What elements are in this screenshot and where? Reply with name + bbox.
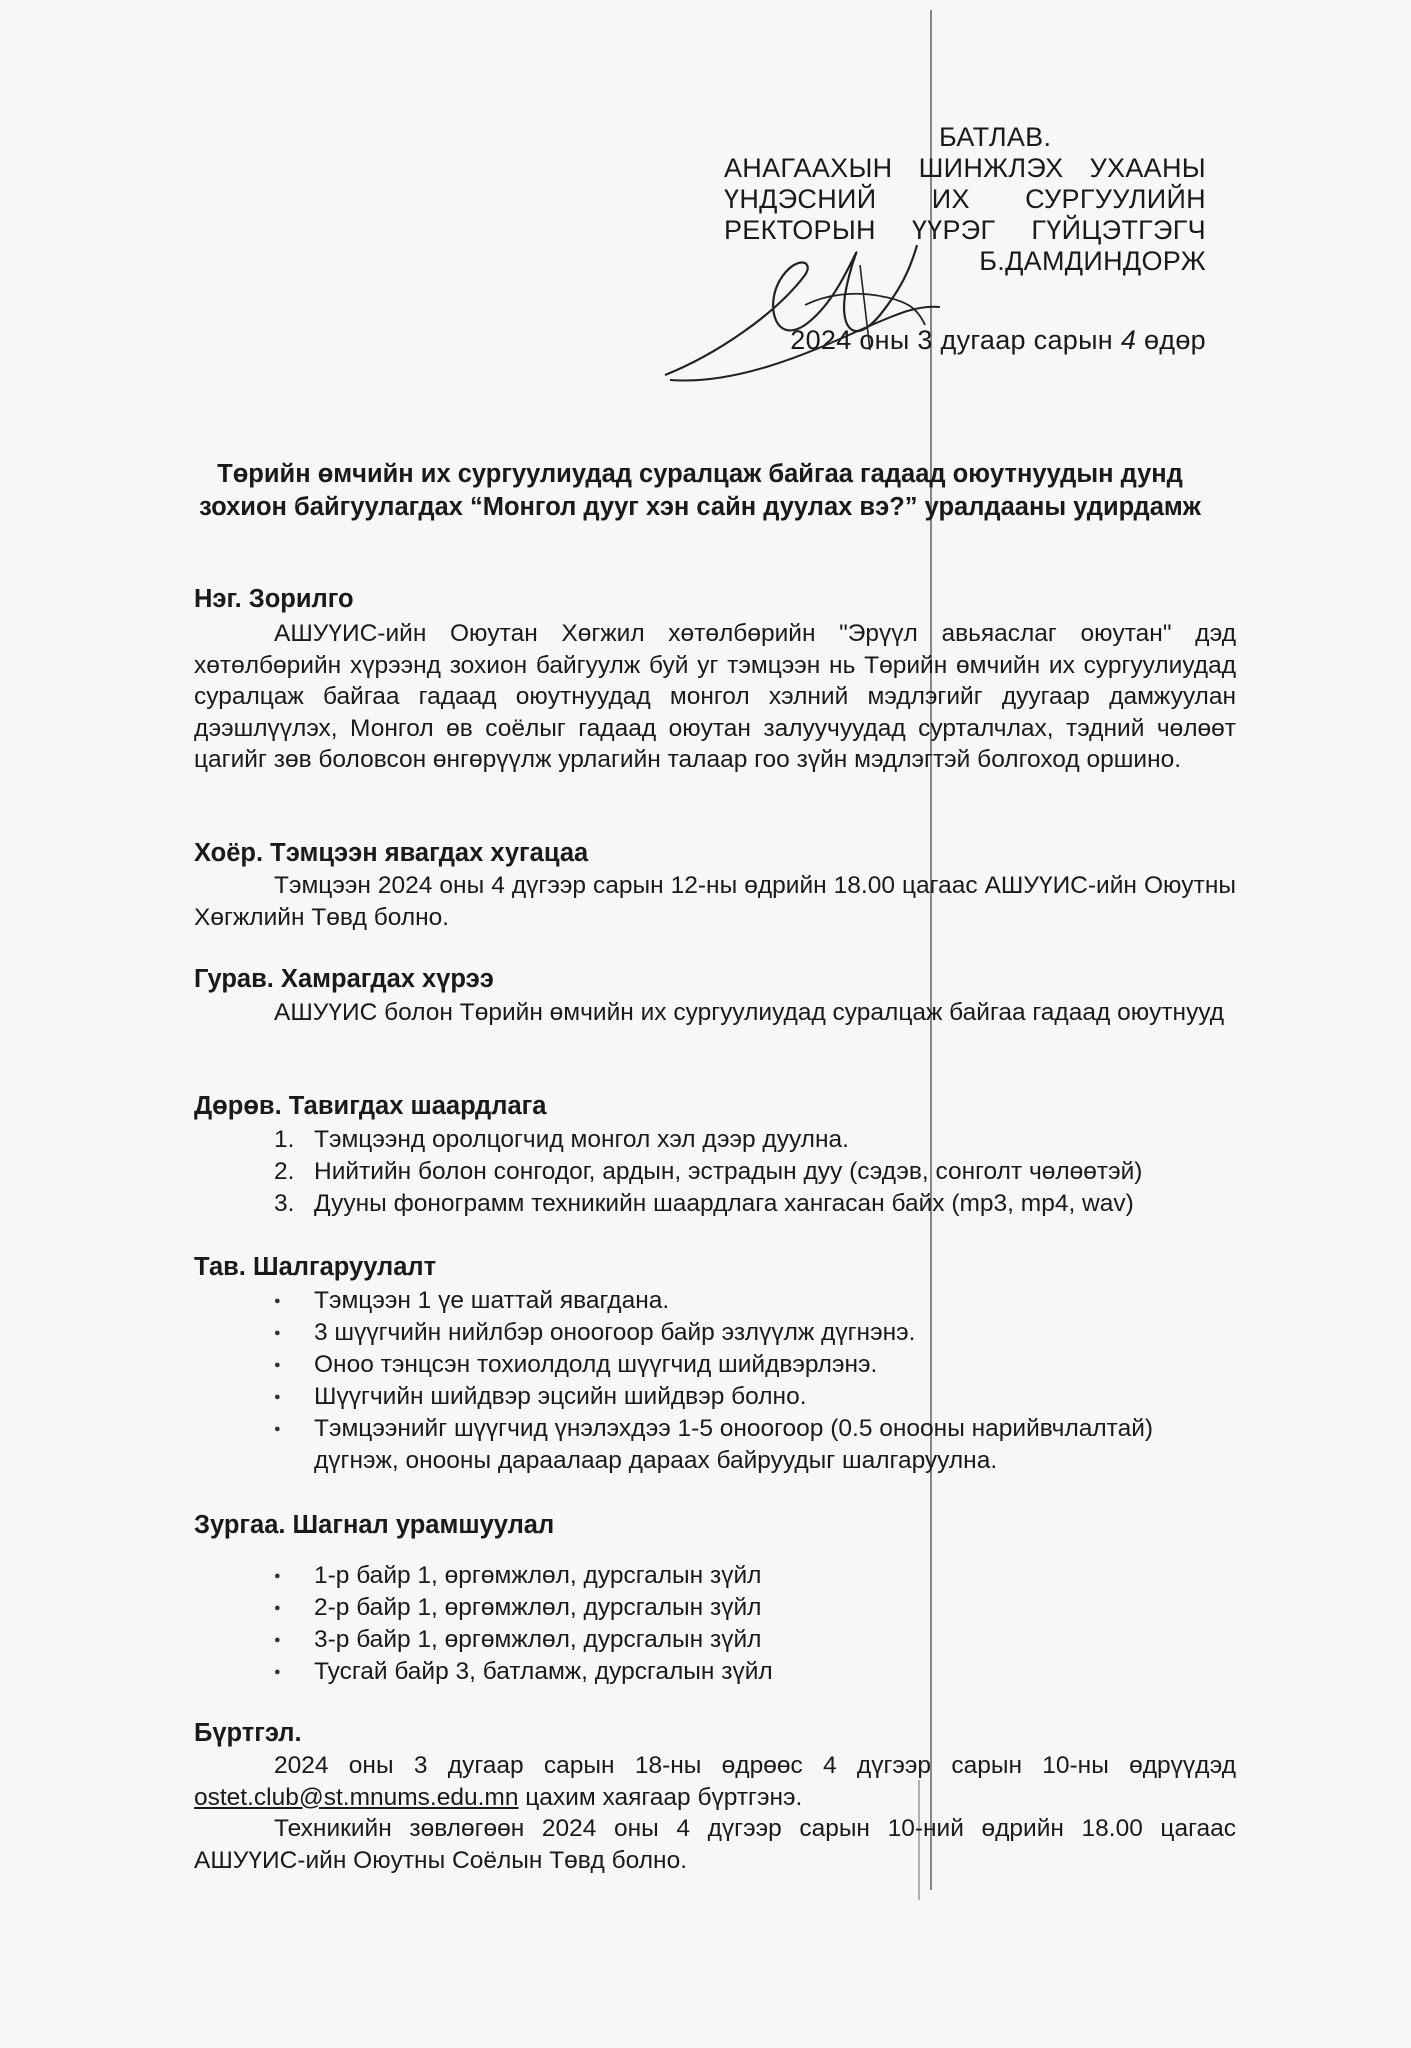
list-item: 2. Нийтийн болон сонгодог, ардын, эстрадын дуу (сэдэв, сонголт чөлөөтэй) xyxy=(274,1158,1143,1185)
awards-list xyxy=(274,1560,773,1688)
approval-org-word: УХААНЫ xyxy=(1089,153,1206,183)
section-text: АШУҮИС болон Төрийн өмчийн их сургуулиудад суралцаж байгаа гадаад оюутнууд xyxy=(274,999,1225,1026)
list-item: ● 3 шүүгчийн нийлбэр оноогоор байр эзлүүлж дүгнэнэ. xyxy=(274,1317,1239,1349)
selection-list xyxy=(274,1285,1239,1477)
technical-meeting-text: Техникийн зөвлөгөөн 2024 оны 4 дүгээр сарын 10-ний өдрийн 18.00 цагаас АШУҮИС-ийн Оюутны Соёлын Төвд болно. xyxy=(194,1815,1236,1874)
date-day: 4 xyxy=(1120,325,1137,355)
section-title: Гурав. Хамрагдах хүрээ xyxy=(194,965,494,993)
approval-org-word: РЕКТОРЫН xyxy=(724,215,876,245)
section-title: Бүртгэл. xyxy=(194,1719,302,1747)
requirements-list xyxy=(274,1124,1142,1220)
section-title: Нэг. Зорилго xyxy=(194,585,354,613)
section-title: Зургаа. Шагнал урамшуулал xyxy=(194,1511,555,1539)
list-item: ● 3-р байр 1, өргөмжлөл, дурсгалын зүйл xyxy=(274,1624,773,1656)
registration-text: 2024 оны 3 дугаар сарын 18-ны өдрөөс 4 дүгээр сарын 10-ны өдрүүдэд ostet.club@st.mnums.edu.mn цахим хаягаар бүртгэнэ. xyxy=(194,1752,1236,1811)
list-item: ● Тэмцээн 1 үе шаттай явагдана. xyxy=(274,1285,1239,1317)
signature xyxy=(655,235,995,390)
approval-org-word: АНАГААХЫН xyxy=(724,153,893,183)
list-item: 1. Тэмцээнд оролцогчид монгол хэл дээр дуулна. xyxy=(274,1126,849,1153)
approval-org-word: ҮНДЭСНИЙ xyxy=(724,184,877,214)
date-suffix: өдөр xyxy=(1143,325,1206,355)
list-item: ● Шүүгчийн шийдвэр эцсийн шийдвэр болно. xyxy=(274,1381,1239,1413)
list-item: ● Оноо тэнцсэн тохиолдолд шүүгчид шийдвэрлэнэ. xyxy=(274,1349,1239,1381)
date-text: оны 3 дугаар сарын xyxy=(859,325,1114,355)
email-link[interactable]: ostet.club@st.mnums.edu.mn xyxy=(194,1783,519,1811)
approval-org-word: ГҮЙЦЭТГЭГЧ xyxy=(1031,215,1206,245)
section-text: Тэмцээн 2024 оны 4 дүгээр сарын 12-ны өдрийн 18.00 цагаас АШУҮИС-ийн Оюутны Хөгжлийн Төвд болно. xyxy=(194,872,1236,931)
list-item: 3. Дууны фонограмм техникийн шаардлага хангасан байх (mp3, mp4, wav) xyxy=(274,1190,1134,1217)
list-item: ● 1-р байр 1, өргөмжлөл, дурсгалын зүйл xyxy=(274,1560,773,1592)
approval-org-word: СУРГУУЛИЙН xyxy=(1025,184,1206,214)
section-title: Тав. Шалгаруулалт xyxy=(194,1253,437,1281)
section-text: АШУҮИС-ийн Оюутан Хөгжил хөтөлбөрийн "Эрүүл авьяаслаг оюутан" дэд хөтөлбөрийн хүрээнд зохион байгуулж буй уг тэмцээн нь Төрийн өмчийн их сургуулиудад суралцаж байгаа гадаад оюутнуудад монгол хэлний мэдлэгийг дуугаар дамжуулан дээшлүүлэх, Монгол өв соёлыг гадаад оюутан залуучуудад сурталчлах, тэдний чөлөөт цагийг зөв боловсон өнгөрүүлж урлагийн талаар гоо зүйн мэдлэгтэй болгоход оршино. xyxy=(194,620,1236,773)
approval-org-word: ҮҮРЭГ xyxy=(911,215,996,245)
approval-title: БАТЛАВ. xyxy=(939,122,1052,152)
section-title: Хоёр. Тэмцээн явагдах хугацаа xyxy=(194,839,589,867)
list-item: ● 2-р байр 1, өргөмжлөл, дурсгалын зүйл xyxy=(274,1592,773,1624)
document-title: Төрийн өмчийн их сургуулиудад суралцаж байгаа гадаад оюутнуудын дунд зохион байгуулагдах “Монгол дууг хэн сайн дуулах вэ?” уралдааны удирдамж xyxy=(199,460,1201,521)
approval-org-word: ШИНЖЛЭХ xyxy=(918,153,1064,183)
approval-org-word: ИХ xyxy=(931,184,970,214)
date-year: 2024 xyxy=(790,325,852,355)
list-item: ● Тэмцээнийг шүүгчид үнэлэхдээ 1-5 оноогоор (0.5 онооны нарийвчлалтай) дүгнэж, онооны дараалаар дараах байруудыг шалгаруулна. xyxy=(274,1413,1239,1477)
rector-name: Б.ДАМДИНДОРЖ xyxy=(979,246,1206,276)
list-item: ● Тусгай байр 3, батламж, дурсгалын зүйл xyxy=(274,1656,773,1688)
section-title: Дөрөв. Тавигдах шаардлага xyxy=(194,1092,547,1120)
